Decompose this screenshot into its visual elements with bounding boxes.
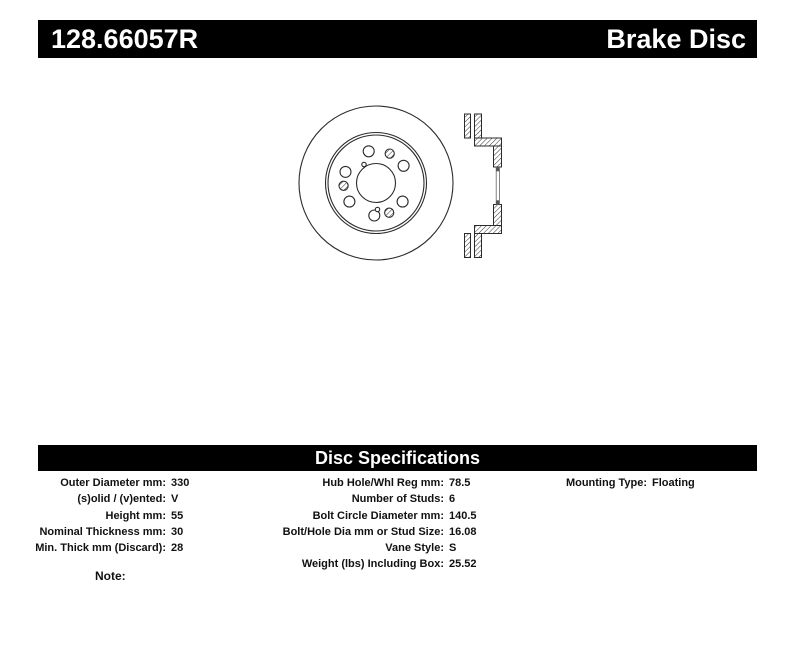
spec-value: 16.08	[449, 525, 477, 538]
spec-column-2-values	[449, 475, 477, 573]
stud-section	[385, 208, 394, 217]
spec-column-3-labels	[566, 475, 647, 491]
spec-value: 28	[171, 542, 184, 555]
brake-disc-cross-section	[465, 114, 502, 258]
bolt-hole	[398, 160, 409, 171]
brake-disc-technical-drawing	[278, 90, 518, 275]
spec-label: Number of Studs:	[351, 493, 444, 506]
pin-hole	[362, 162, 366, 166]
stud-section	[385, 149, 394, 158]
section-title: Disc Specifications	[314, 447, 481, 468]
hat-flange-top	[475, 138, 502, 146]
spec-value: 6	[449, 493, 456, 506]
hub-bore-strip	[496, 167, 499, 204]
brake-disc-front-view	[299, 106, 453, 260]
hat-flange-bottom	[475, 226, 502, 234]
title-bar	[38, 20, 757, 58]
spec-column-1-labels	[35, 475, 166, 556]
spec-column-3-values	[652, 475, 695, 491]
spec-label: Bolt Circle Diameter mm:	[312, 509, 444, 522]
bolt-hole	[344, 196, 355, 207]
spec-value: 25.52	[449, 558, 477, 571]
spec-value: Floating	[652, 477, 695, 489]
outboard-plate-bottom	[465, 234, 471, 258]
spec-column-2-labels	[283, 475, 444, 573]
spec-label: Outer Diameter mm:	[60, 477, 166, 489]
bolt-hole	[340, 166, 351, 177]
spec-label: Nominal Thickness mm:	[39, 525, 166, 538]
spec-label: Vane Style:	[385, 542, 444, 555]
spec-value: 330	[171, 477, 190, 489]
stud-section	[339, 181, 348, 190]
spec-label: Bolt/Hole Dia mm or Stud Size:	[282, 525, 444, 538]
bolt-hole	[363, 146, 374, 157]
spec-label: (s)olid / (v)ented:	[77, 493, 166, 506]
part-number: 128.66057R	[51, 23, 199, 54]
spec-value: V	[171, 493, 179, 506]
outboard-plate-top	[465, 114, 471, 138]
spec-value: S	[449, 542, 457, 555]
inboard-plate-bottom	[475, 234, 482, 258]
spec-value: 78.5	[449, 477, 471, 489]
spec-column-1-values	[171, 475, 189, 556]
spec-value: 30	[171, 525, 184, 538]
hub-bore-edge	[496, 167, 499, 171]
product-type-label: Brake Disc	[606, 23, 746, 54]
spec-label: Hub Hole/Whl Reg mm:	[322, 477, 444, 489]
outer-diameter-circle	[299, 106, 453, 260]
spec-label: Mounting Type:	[565, 477, 647, 489]
bolt-hole	[397, 196, 408, 207]
spec-label: Weight (lbs) Including Box:	[301, 558, 444, 571]
mounting-face-top	[494, 146, 502, 167]
mounting-face-bottom	[494, 205, 502, 226]
hub-bore-edge	[496, 200, 499, 204]
spec-value: 55	[171, 509, 184, 522]
pin-hole	[375, 207, 379, 211]
note-label: Note:	[95, 569, 126, 583]
spec-label: Height mm:	[105, 509, 166, 522]
spec-label: Min. Thick mm (Discard):	[35, 542, 166, 555]
disc-specifications-bar	[38, 445, 757, 471]
inboard-plate-top	[475, 114, 482, 138]
center-hub-hole	[357, 164, 396, 203]
spec-value: 140.5	[449, 509, 477, 522]
